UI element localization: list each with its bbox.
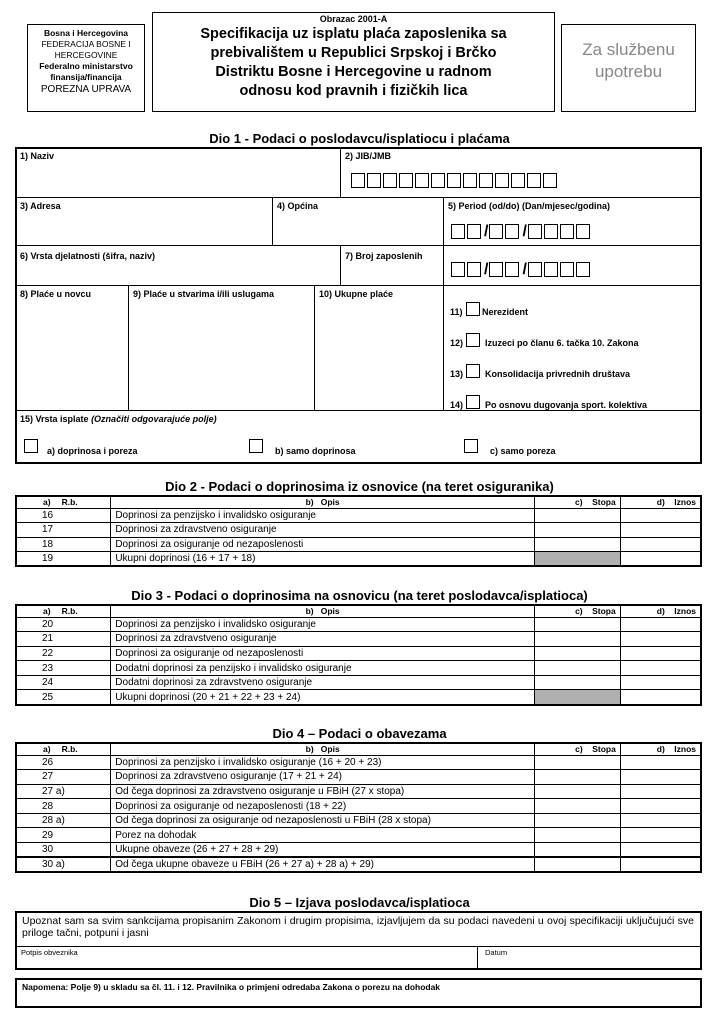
payment-type-label [20, 414, 217, 424]
row-opis: Doprinosi za osiguranje od nezaposlenosti (18 + 22) [111, 799, 535, 814]
header-tax-office: POREZNA UPRAVA [40, 84, 132, 95]
row-rb: 22 [16, 646, 111, 661]
field-label-jib: 2) JIB/JMB [345, 151, 392, 161]
divider [15, 197, 702, 198]
col-header-iznos: d) Iznos [620, 743, 701, 755]
official-use-line: Za službenu [582, 40, 675, 59]
col-header-iznos: d) Iznos [620, 605, 701, 617]
row-stopa-cell[interactable] [534, 617, 620, 632]
row-opis: Porez na dohodak [111, 828, 535, 843]
row-iznos-cell[interactable] [620, 843, 701, 858]
row-opis: Doprinosi za penzijsko i invalidsko osiguranje (16 + 20 + 23) [111, 755, 535, 770]
col-header-opis: b) Opis [111, 496, 535, 508]
payment-type-label-text: 15) Vrsta isplate [20, 414, 89, 424]
signature-field[interactable] [17, 947, 477, 968]
row-rb: 27 [16, 770, 111, 785]
period-date-boxes[interactable]: / / [451, 224, 592, 239]
row-rb: 21 [16, 632, 111, 647]
row-rb: 26 [16, 755, 111, 770]
field-label-address: 3) Adresa [20, 201, 61, 211]
row-stopa-cell[interactable] [535, 813, 621, 828]
row-rb: 28 a) [16, 813, 111, 828]
row-opis: Od čega ukupne obaveze u FBiH (26 + 27 a) + 28 a) + 29) [111, 857, 535, 872]
table-row [16, 675, 701, 690]
consolidation-checkbox[interactable] [466, 364, 480, 378]
divider [15, 245, 702, 246]
col-header-stopa: c) Stopa [534, 605, 620, 617]
header-left-box [27, 24, 145, 112]
date-label: Datum [485, 948, 508, 957]
signature-label: Potpis obveznika [21, 948, 78, 957]
row-rb: 30 a) [16, 857, 111, 872]
table-row [16, 799, 701, 814]
row-iznos-cell[interactable] [620, 552, 701, 567]
row-rb: 25 [16, 690, 111, 705]
row-iznos-cell[interactable] [620, 799, 701, 814]
row-rb: 27 a) [16, 784, 111, 799]
payment-type-b-label: b) samo doprinosa [275, 446, 356, 456]
section-2-title: Dio 2 - Podaci o doprinosima iz osnovice (na teret osiguranika) [165, 479, 554, 494]
statement-box [15, 911, 702, 970]
table-row [16, 552, 701, 567]
divider [340, 147, 341, 197]
field-label-name: 1) Naziv [20, 151, 55, 161]
col-header-iznos: d) Iznos [620, 496, 701, 508]
header-federation-2: HERCEGOVINE [54, 50, 118, 60]
row-stopa-cell[interactable] [535, 857, 621, 872]
section-2-table [15, 495, 702, 567]
row-iznos-cell[interactable] [620, 755, 701, 770]
row-stopa-cell[interactable] [534, 523, 620, 538]
row-opis: Doprinosi za zdravstveno osiguranje (17 + 21 + 24) [111, 770, 535, 785]
col-header-rb: a) R.b. [16, 605, 111, 617]
divider [443, 197, 444, 245]
form-title-line: Specifikacija uz isplatu plaća zaposlenika sa [200, 26, 507, 42]
row-opis: Od čega doprinosi za osiguranje od nezaposlenosti u FBiH (28 x stopa) [111, 813, 535, 828]
field-label-in-kind-wages: 9) Plaće u stvarima i/ili uslugama [133, 289, 275, 299]
row-stopa-cell-disabled [534, 690, 620, 705]
table-row [16, 523, 701, 538]
row-opis: Doprinosi za osiguranje od nezaposlenosti [111, 537, 535, 552]
exemption-checkbox[interactable] [466, 333, 480, 347]
row-iznos-cell[interactable] [620, 690, 701, 705]
col-header-rb: a) R.b. [16, 743, 111, 755]
divider [443, 245, 444, 285]
row-stopa-cell[interactable] [534, 537, 620, 552]
table-row [16, 661, 701, 676]
table-row [16, 646, 701, 661]
checkbox-11-number: 11) [450, 307, 463, 317]
row-opis: Dodatni doprinosi za penzijsko i invalidsko osiguranje [111, 661, 535, 676]
note-text: Napomena: Polje 9) u skladu sa čl. 11. i 12. Pravilnika o primjeni odredaba Zakona o porezu na dohodak [22, 982, 441, 992]
table-header-row [16, 496, 701, 508]
row-opis: Ukupni doprinosi (20 + 21 + 22 + 23 + 24) [111, 690, 535, 705]
table-row [16, 828, 701, 843]
row-rb: 17 [16, 523, 111, 538]
header-federation-1: FEDERACIJA BOSNE I [41, 39, 131, 49]
row-opis: Dodatni doprinosi za zdravstveno osiguranje [111, 675, 535, 690]
form-title-line: prebivalištem u Republici Srpskoj i Brčko [210, 45, 497, 61]
table-row [16, 843, 701, 858]
row-rb: 19 [16, 552, 111, 567]
row-rb: 29 [16, 828, 111, 843]
sport-debt-label: Po osnovu dugovanja sport. kolektiva [485, 400, 648, 410]
row-iznos-cell[interactable] [620, 675, 701, 690]
consolidation-label: Konsolidacija privrednih društava [485, 369, 631, 379]
row-opis: Doprinosi za zdravstveno osiguranje [111, 632, 535, 647]
row-stopa-cell[interactable] [535, 770, 621, 785]
checkbox-12-number: 12) [450, 338, 464, 348]
table-row [16, 784, 701, 799]
table-row [16, 617, 701, 632]
table-row [16, 690, 701, 705]
row-iznos-cell[interactable] [620, 632, 701, 647]
row-stopa-cell[interactable] [535, 799, 621, 814]
form-title-line: odnosu kod pravnih i fizičkih lica [239, 83, 468, 99]
row-stopa-cell[interactable] [534, 508, 620, 523]
row-iznos-cell[interactable] [620, 617, 701, 632]
section-3-title: Dio 3 - Podaci o doprinosima na osnovicu (na teret poslodavca/isplatioca) [131, 588, 588, 603]
row-rb: 16 [16, 508, 111, 523]
table-header-row [16, 743, 701, 755]
note-box [15, 978, 702, 1008]
row-opis: Ukupne obaveze (26 + 27 + 28 + 29) [111, 843, 535, 858]
row-stopa-cell[interactable] [534, 646, 620, 661]
table-row [16, 770, 701, 785]
checkbox-14-number: 14) [450, 400, 464, 410]
section-4-title: Dio 4 – Podaci o obavezama [272, 726, 447, 741]
col-header-stopa: c) Stopa [534, 496, 620, 508]
date-field[interactable] [478, 947, 700, 968]
row-rb: 23 [16, 661, 111, 676]
field-label-total-wages: 10) Ukupne plaće [319, 289, 394, 299]
col-header-opis: b) Opis [111, 605, 535, 617]
header-country: Bosna i Hercegovina [43, 28, 129, 38]
row-iznos-cell[interactable] [620, 523, 701, 538]
field-label-cash-wages: 8) Plaće u novcu [20, 289, 92, 299]
table-row [16, 508, 701, 523]
nonresident-checkbox[interactable] [466, 302, 480, 316]
row-stopa-cell[interactable] [535, 784, 621, 799]
row-opis: Doprinosi za penzijsko i invalidsko osiguranje [111, 508, 535, 523]
field-label-employees: 7) Broj zaposlenih [345, 251, 423, 261]
row-opis: Ukupni doprinosi (16 + 17 + 18) [111, 552, 535, 567]
section-5-title: Dio 5 – Izjava poslodavca/isplatioca [249, 895, 470, 910]
col-header-opis: b) Opis [111, 743, 535, 755]
table-row [16, 632, 701, 647]
row-rb: 24 [16, 675, 111, 690]
table-row [16, 813, 701, 828]
col-header-stopa: c) Stopa [535, 743, 621, 755]
field-label-period: 5) Period (od/do) (Dan/mjesec/godina) [448, 201, 611, 211]
row-opis: Od čega doprinosi za zdravstveno osiguranje u FBiH (27 x stopa) [111, 784, 535, 799]
divider [272, 197, 273, 245]
row-iznos-cell[interactable] [620, 646, 701, 661]
header-ministry-1: Federalno ministarstvo [39, 61, 133, 71]
header-ministry-2: finansija/financija [50, 72, 122, 82]
row-iznos-cell[interactable] [620, 661, 701, 676]
payment-type-c-label: c) samo poreza [490, 446, 556, 456]
payment-type-b-checkbox[interactable] [249, 439, 263, 453]
section-3-table [15, 604, 702, 706]
divider [15, 410, 702, 411]
divider [314, 285, 315, 410]
employees-date-boxes[interactable]: / / [451, 262, 592, 277]
row-iznos-cell[interactable] [620, 537, 701, 552]
section-1-title: Dio 1 - Podaci o poslodavcu/isplatiocu i plaćama [209, 131, 510, 146]
field-label-municipality: 4) Općina [277, 201, 319, 211]
row-iznos-cell[interactable] [620, 828, 701, 843]
row-stopa-cell[interactable] [534, 675, 620, 690]
row-stopa-cell[interactable] [535, 828, 621, 843]
row-rb: 20 [16, 617, 111, 632]
sport-debt-checkbox[interactable] [466, 395, 480, 409]
row-iznos-cell[interactable] [620, 813, 701, 828]
row-iznos-cell[interactable] [620, 857, 701, 872]
row-rb: 18 [16, 537, 111, 552]
statement-text: Upoznat sam sa svim sankcijama propisanim Zakonom i drugim propisima, izjavljujem da su podaci navedeni u ovoj specifikaciji uključujući sve priloge tačni, potpuni i jasni [22, 915, 694, 939]
row-opis: Doprinosi za osiguranje od nezaposlenosti [111, 646, 535, 661]
field-label-activity: 6) Vrsta djelatnosti (šifra, naziv) [20, 251, 156, 261]
row-stopa-cell[interactable] [535, 755, 621, 770]
official-use-box [561, 24, 696, 112]
payment-type-a-label: a) doprinosa i poreza [47, 446, 138, 456]
form-title [153, 25, 554, 101]
row-rb: 28 [16, 799, 111, 814]
row-stopa-cell[interactable] [534, 661, 620, 676]
checkbox-13-number: 13) [450, 369, 464, 379]
divider [128, 285, 129, 410]
divider [443, 285, 444, 410]
row-iznos-cell[interactable] [620, 784, 701, 799]
table-row [16, 537, 701, 552]
divider [15, 285, 702, 286]
payment-type-note: (Označiti odgovarajuće polje) [91, 414, 217, 424]
table-row [16, 857, 701, 872]
header-title-box [152, 12, 555, 112]
payment-type-a-checkbox[interactable] [24, 439, 38, 453]
form-number: Obrazac 2001-A [319, 14, 388, 24]
jib-input-boxes[interactable] [351, 173, 559, 188]
row-iznos-cell[interactable] [620, 508, 701, 523]
row-stopa-cell-disabled [534, 552, 620, 567]
exemption-label: Izuzeci po članu 6. tačka 10. Zakona [485, 338, 639, 348]
row-rb: 30 [16, 843, 111, 858]
form-title-line: Distriktu Bosne i Hercegovine u radnom [215, 64, 492, 80]
table-header-row [16, 605, 701, 617]
table-row [16, 755, 701, 770]
row-stopa-cell[interactable] [535, 843, 621, 858]
col-header-rb: a) R.b. [16, 496, 111, 508]
divider [340, 245, 341, 285]
official-use-line: upotrebu [594, 62, 663, 81]
row-stopa-cell[interactable] [534, 632, 620, 647]
section-4-table [15, 742, 702, 873]
row-opis: Doprinosi za penzijsko i invalidsko osiguranje [111, 617, 535, 632]
row-opis: Doprinosi za zdravstveno osiguranje [111, 523, 535, 538]
nonresident-label: Nerezident [482, 307, 529, 317]
row-iznos-cell[interactable] [620, 770, 701, 785]
payment-type-c-checkbox[interactable] [464, 439, 478, 453]
